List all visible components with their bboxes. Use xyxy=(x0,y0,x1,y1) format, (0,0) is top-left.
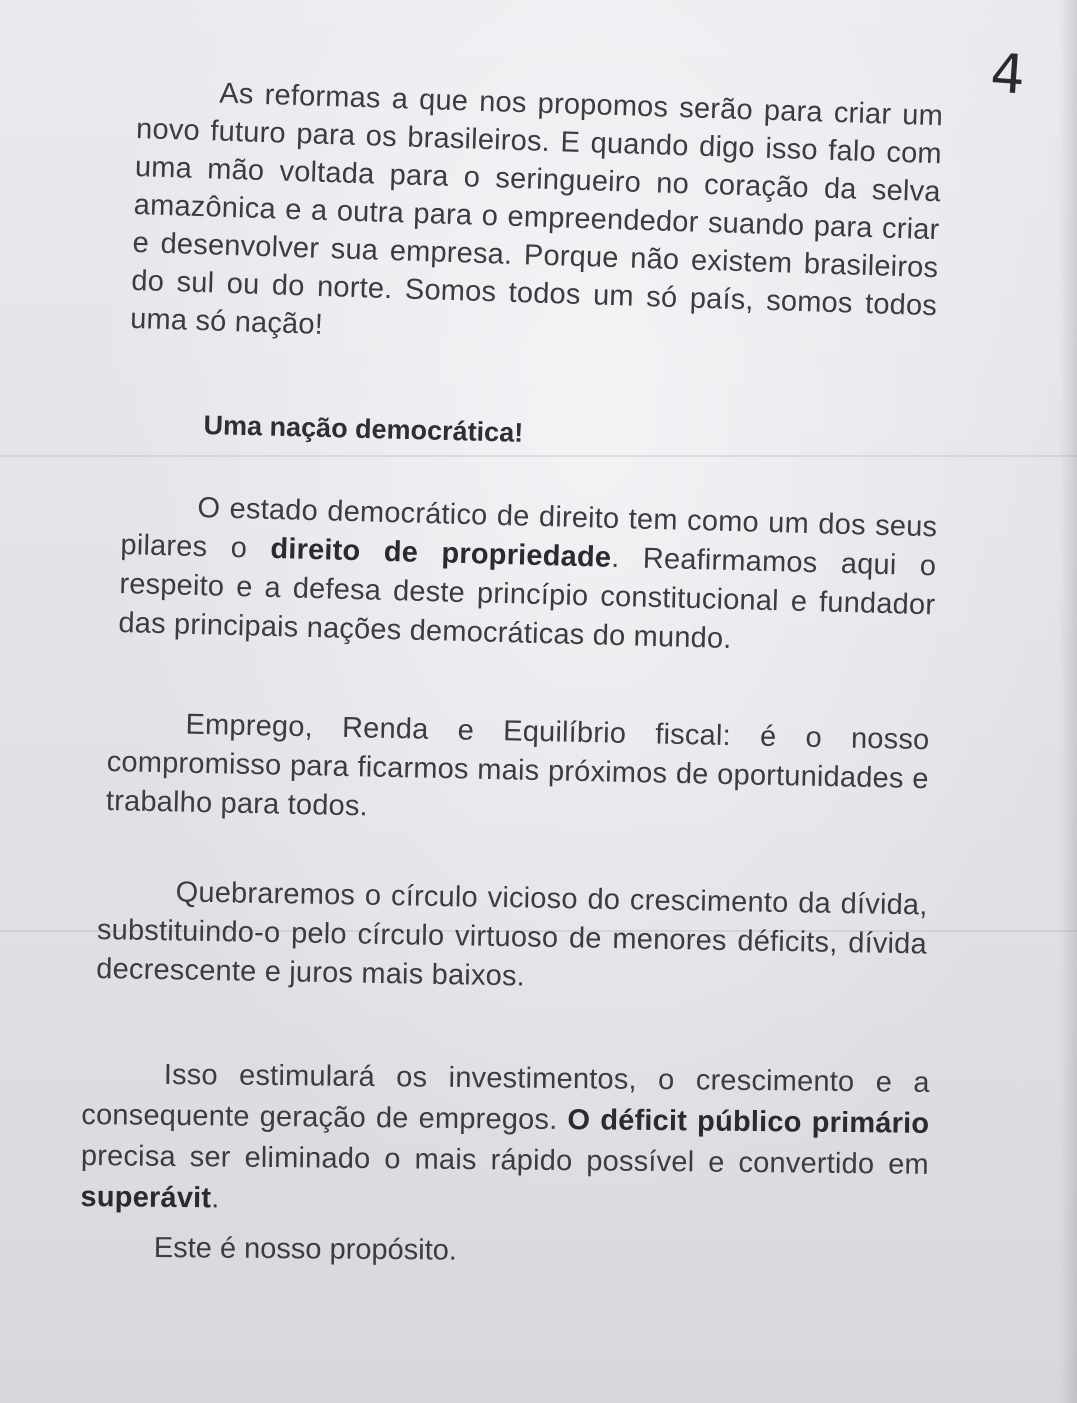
paper-shadow xyxy=(1059,0,1077,1403)
closing-line: Este é nosso propósito. xyxy=(153,1232,458,1267)
paragraph-text: precisa ser eliminado o mais rápido possível e convertido em xyxy=(80,1139,930,1181)
bold-phrase: superávit xyxy=(80,1180,212,1215)
paragraph-text: . Reafirmamos aqui o respeito e a defesa deste princípio constitucional e fundador das principais nações democráticas do mundo. xyxy=(118,541,937,656)
paragraph-text: . xyxy=(211,1182,220,1215)
section-heading: Uma nação democrática! xyxy=(203,410,524,448)
bold-phrase: O déficit público primário xyxy=(567,1104,930,1140)
paragraph-text: O estado democrático de direito tem como um dos seus pilares o xyxy=(120,491,938,565)
handwritten-page-number: 4 xyxy=(988,41,1028,107)
paragraph-text: Isso estimulará os investimentos, o crescimento e a consequente geração de empregos. xyxy=(81,1058,930,1137)
paragraph-reforms: As reformas a que nos propomos serão para criar um novo futuro para os brasileiros. E quando digo isso falo com uma mão voltada para o seringueiro no coração da selva amazônica e a outra para o empreendedor suando para criar e desenvolver sua empresa. Porque não existem brasileiros do sul ou do norte. Somos todos um só país, somos todos uma só nação! xyxy=(129,77,944,341)
bold-phrase: direito de propriedade xyxy=(270,532,612,574)
paragraph-investment xyxy=(80,1054,930,1227)
paragraph-debt-cycle: Quebraremos o círculo vicioso do crescimento da dívida, substituindo-o pelo círculo virtuoso de menores déficits, dívida decrescente e juros mais baixos. xyxy=(96,876,928,993)
paragraph-employment: Emprego, Renda e Equilíbrio fiscal: é o nosso compromisso para ficarmos mais próximos de oportunidades e trabalho para todos. xyxy=(105,708,930,823)
paragraph-property-rights xyxy=(118,487,938,664)
paper-fold-line xyxy=(0,455,1077,457)
